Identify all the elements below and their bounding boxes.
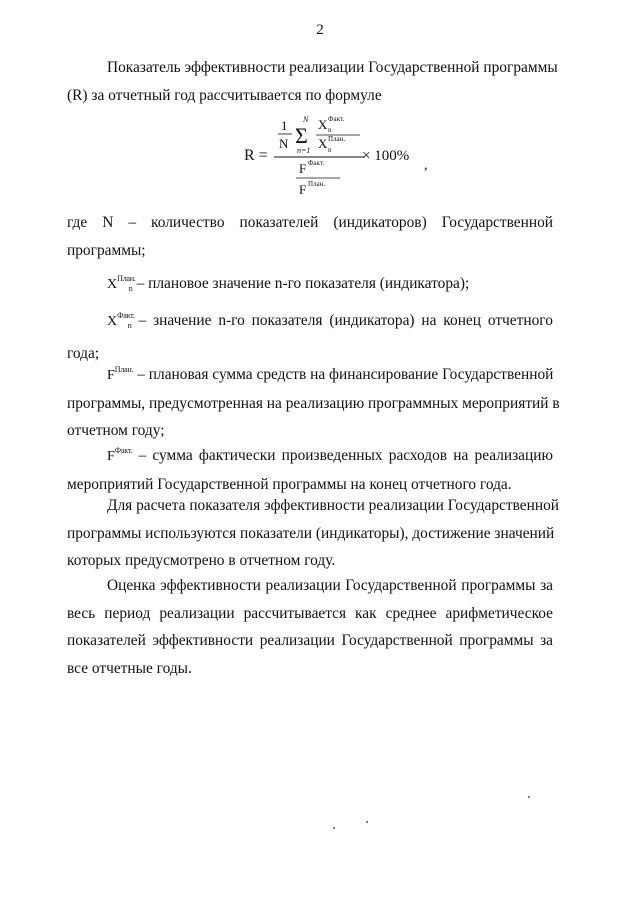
formula-sum-lower: n=1	[297, 146, 311, 155]
x-fact-word: значение	[153, 312, 212, 329]
x-fact-symbol-group	[107, 311, 135, 330]
where-word: N	[102, 214, 114, 231]
x-fact-sub: n	[127, 321, 132, 330]
x-plan-text: – плановое значение n-го показателя (индикатора);	[136, 275, 470, 292]
def-f-fact-line-1	[67, 437, 553, 471]
assessment-line-3: показателей эффективности реализации Государственной программы за	[67, 632, 553, 649]
intro-line-2: (R) за отчетный год рассчитывается по формуле	[67, 86, 382, 104]
def-f-plan-line-2: программы, предусмотренная на реализацию программных мероприятий в	[67, 394, 560, 412]
indicators-line-1: Для расчета показателя эффективности реализации Государственной	[107, 497, 560, 514]
f-plan-sup: План.	[114, 365, 134, 374]
f-fact-sup: Факт.	[114, 446, 133, 455]
f-plan-line-1-text: – плановая сумма средств на финансирование Государственной	[137, 366, 554, 383]
page-number: 2	[316, 22, 324, 38]
formula-sum-upper: N	[303, 115, 309, 124]
formula-one: 1	[281, 118, 288, 133]
def-f-fact	[67, 437, 553, 498]
f-fact-symbol-group	[107, 447, 132, 464]
assessment-line-4: все отчетные годы.	[67, 659, 192, 677]
where-line-2: программы;	[67, 241, 146, 259]
indicators-line-2: программы используются показатели (индикаторы), достижение значений	[67, 524, 555, 542]
def-x-fact-line-2: года;	[67, 344, 100, 362]
assessment-line-2: весь период реализации рассчитывается как среднее арифметическое	[67, 604, 553, 622]
formula-x-plan-sub: n	[328, 146, 332, 154]
x-fact-symbol: X	[107, 314, 118, 329]
x-fact-word: показателя	[251, 312, 323, 329]
intro-line-1: Показатель эффективности реализации Государственной программы	[107, 59, 558, 76]
where-word: показателей	[239, 214, 319, 231]
formula-f-plan-sup: План.	[308, 180, 326, 188]
x-plan-sub: n	[128, 284, 133, 293]
f-plan-symbol: F	[107, 368, 115, 383]
formula-f-plan: F	[299, 182, 307, 197]
scan-speck	[333, 827, 335, 829]
formula-comma: ,	[424, 158, 428, 173]
x-fact-word: конец	[443, 312, 481, 329]
f-fact-line-1-text: – сумма фактически произведенных расходов на реализацию	[138, 447, 553, 464]
scan-speck	[366, 821, 368, 823]
formula-x-fact-sup: Факт.	[328, 115, 345, 123]
intro-paragraph	[67, 54, 558, 109]
formula-x-fact: X	[318, 117, 328, 132]
x-fact-sup: Факт.	[117, 311, 135, 320]
scan-speck	[528, 796, 530, 798]
formula-f-fact: F	[299, 161, 307, 176]
x-fact-word: на	[421, 312, 437, 329]
formula-x-fact-sub: n	[328, 126, 332, 134]
def-f-plan-line-1	[67, 356, 553, 390]
assessment-paragraph	[67, 572, 553, 682]
where-word: (индикаторов)	[333, 214, 427, 231]
def-x-plan	[67, 265, 553, 303]
def-f-plan	[67, 356, 560, 445]
x-fact-word: отчетного	[487, 312, 553, 329]
assessment-line-1: Оценка эффективности реализации Государственной программы за	[107, 577, 553, 594]
formula-times-percent: × 100%	[362, 148, 410, 164]
formula-lhs: R =	[244, 147, 268, 164]
f-plan-symbol-group	[107, 366, 133, 383]
efficiency-formula	[244, 112, 444, 212]
where-word: Государственной	[441, 214, 554, 231]
indicators-line-3: которых предусмотрено в отчетном году.	[67, 552, 336, 569]
formula-x-plan: X	[318, 136, 328, 151]
def-x-plan-line	[67, 265, 553, 303]
where-line-1	[67, 209, 553, 237]
x-plan-sup: План.	[117, 274, 136, 283]
where-word: где	[67, 214, 88, 231]
x-fact-word: (индикатора)	[329, 312, 415, 329]
indicators-paragraph	[67, 492, 560, 575]
formula-n-denominator: N	[279, 136, 289, 151]
formula-sigma: Σ	[295, 123, 308, 148]
formula-f-fact-sup: Факт.	[308, 159, 325, 167]
x-fact-word: –	[138, 312, 147, 329]
x-fact-word: n-го	[218, 312, 245, 329]
formula-x-plan-sup: План.	[328, 135, 346, 143]
def-f-fact-line-2: мероприятий Государственной программы на конец отчетного года.	[67, 475, 512, 493]
def-x-fact-line-1	[67, 302, 553, 340]
where-word: –	[128, 214, 137, 231]
f-fact-symbol: F	[107, 449, 115, 464]
formula-svg	[244, 112, 444, 212]
x-plan-symbol: X	[107, 277, 118, 292]
where-paragraph	[67, 209, 553, 264]
where-word: количество	[151, 214, 225, 231]
def-f-plan-line-3: отчетном году;	[67, 422, 165, 439]
